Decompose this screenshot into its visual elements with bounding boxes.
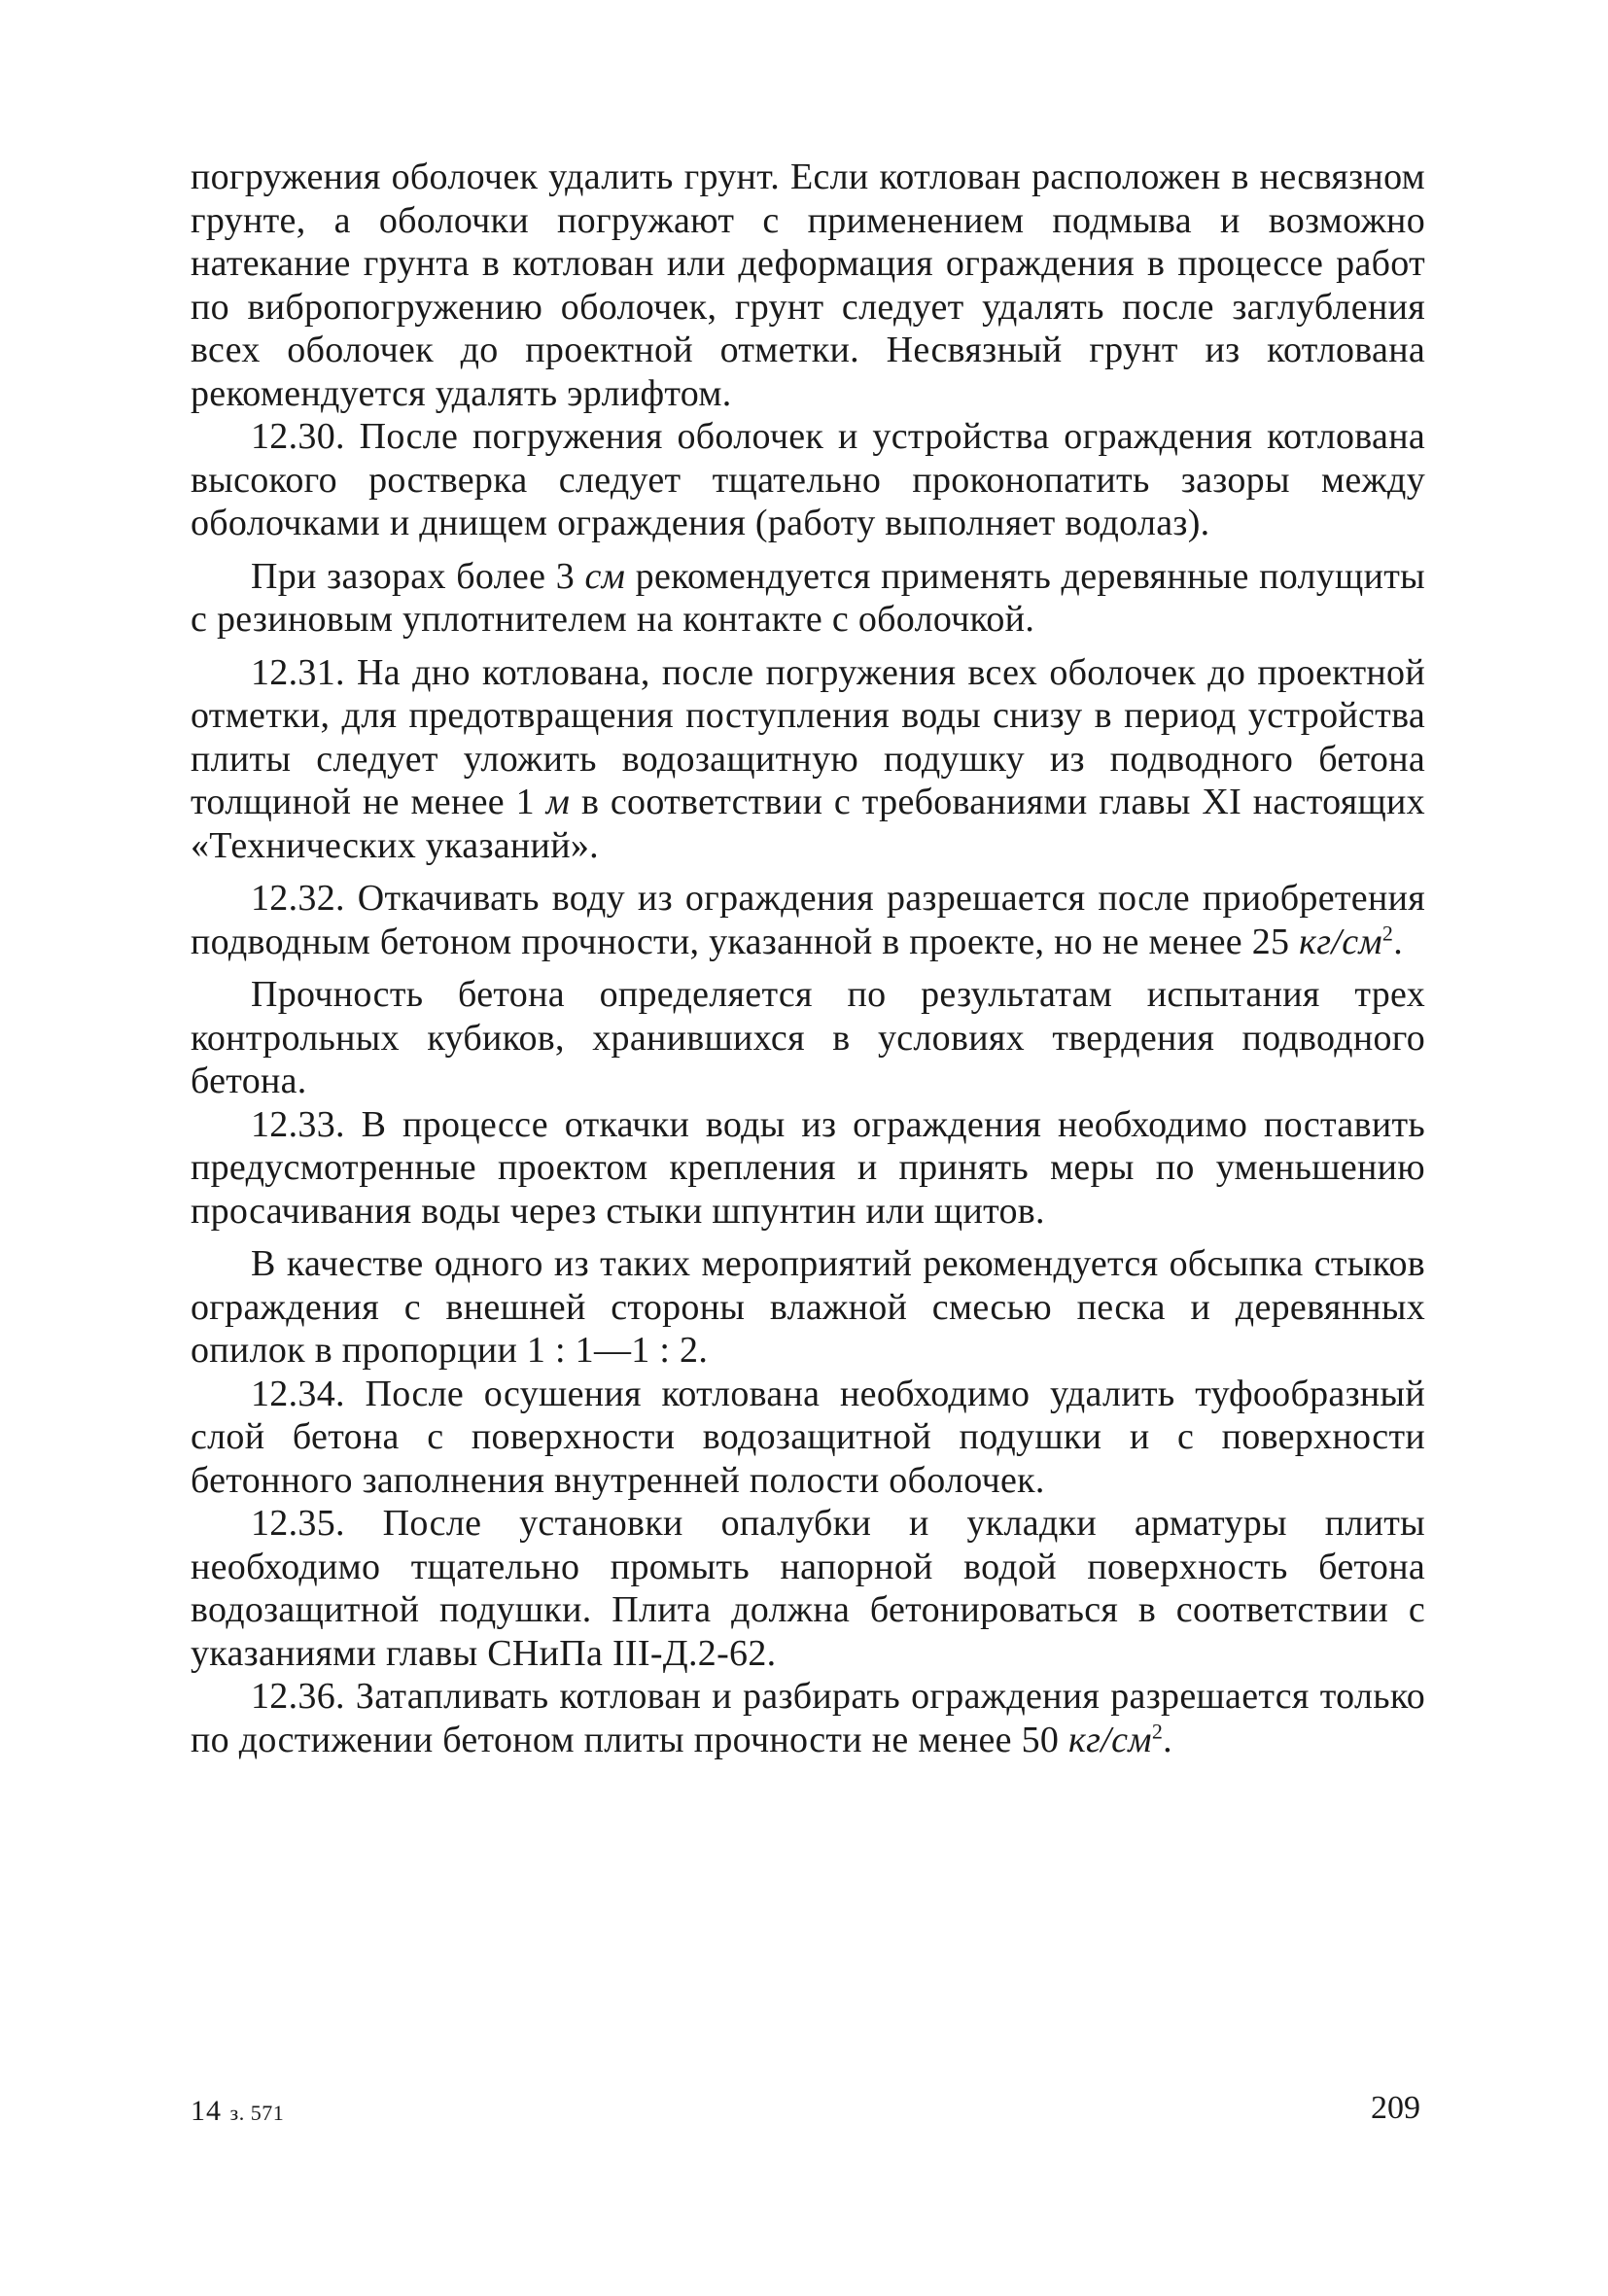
paragraph-12-32: 12.32. Откачивать воду из ограждения разрешается после приобретения подводным бетоном прочности, указанной в проекте, но не менее 25 $кг/см^2$. [191,878,1425,962]
paragraph-12-33: 12.33. В процессе откачки воды из ограждения необходимо поставить предусмотренные проектом крепления и принять меры по уменьшению просачивания воды через стыки шпунтин или щитов. [191,1103,1425,1232]
unit-kg-cm2: кг/см [1299,921,1382,962]
page-body [191,156,1425,1761]
paragraph-gaps-note: При зазорах более 3 см рекомендуется применять деревянные полущиты с резиновым уплотнителем на контакте с оболочкой. [191,555,1425,640]
paragraph-measures-note: В качестве одного из таких мероприятий рекомендуется обсыпка стыков ограждения с внешней стороны влажной смесью песка и деревянных опилок в пропорции 1 : 1—1 : 2. [191,1243,1425,1371]
paragraph-12-34: 12.34. После осушения котлована необходимо удалить туфообразный слой бетона с поверхности водозащитной подушки и с поверхности бетонного заполнения внутренней полости оболочек. [191,1373,1425,1501]
unit-kg-cm2: кг/см [1068,1719,1152,1760]
superscript: 2 [1151,1718,1164,1743]
paragraph-continuation: погружения оболочек удалить грунт. Если котлован расположен в несвязном грунте, а оболочки погружают с применением подмыва и возможно натекание грунта в котлован или деформация ограждения в процессе работ по вибропогружению оболочек, грунт следует удалять после заглубления всех оболочек до проектной отметки. Несвязный грунт из котлована рекомендуется удалять эрлифтом. [191,157,1425,414]
unit-m: м [545,782,571,822]
printer-signature: 14 з. 571 [191,2095,285,2127]
paragraph-12-31: 12.31. На дно котлована, после погружения всех оболочек до проектной отметки, для предотвращения поступления воды снизу в период устройства плиты следует уложить водозащитную подушку из подводного бетона толщиной не менее 1 м в соответствии с требованиями главы XI настоящих «Технических указаний». [191,651,1425,866]
unit-cm: см [584,555,626,597]
paragraph-12-35: 12.35. После установки опалубки и укладки арматуры плиты необходимо тщательно промыть напорной водой поверхность бетона водозащитной подушки. Плита должна бетонироваться в соответствии с указаниями главы СНиПа III-Д.2-62. [191,1503,1425,1674]
superscript: 2 [1381,920,1394,945]
paragraph-12-30: 12.30. После погружения оболочек и устройства ограждения котлована высокого ростверка следует тщательно проконопатить зазоры между оболочками и днищем ограждения (работу выполняет водолаз). [191,416,1425,543]
paragraph-12-36: 12.36. Затапливать котлован и разбирать ограждения разрешается только по достижении бетоном плиты прочности не менее 50 $кг/см^2$. [191,1676,1425,1760]
page-number: 209 [1371,2090,1420,2126]
paragraph-strength-note: Прочность бетона определяется по результатам испытания трех контрольных кубиков, хранившихся в условиях твердения подводного бетона. [191,974,1425,1101]
